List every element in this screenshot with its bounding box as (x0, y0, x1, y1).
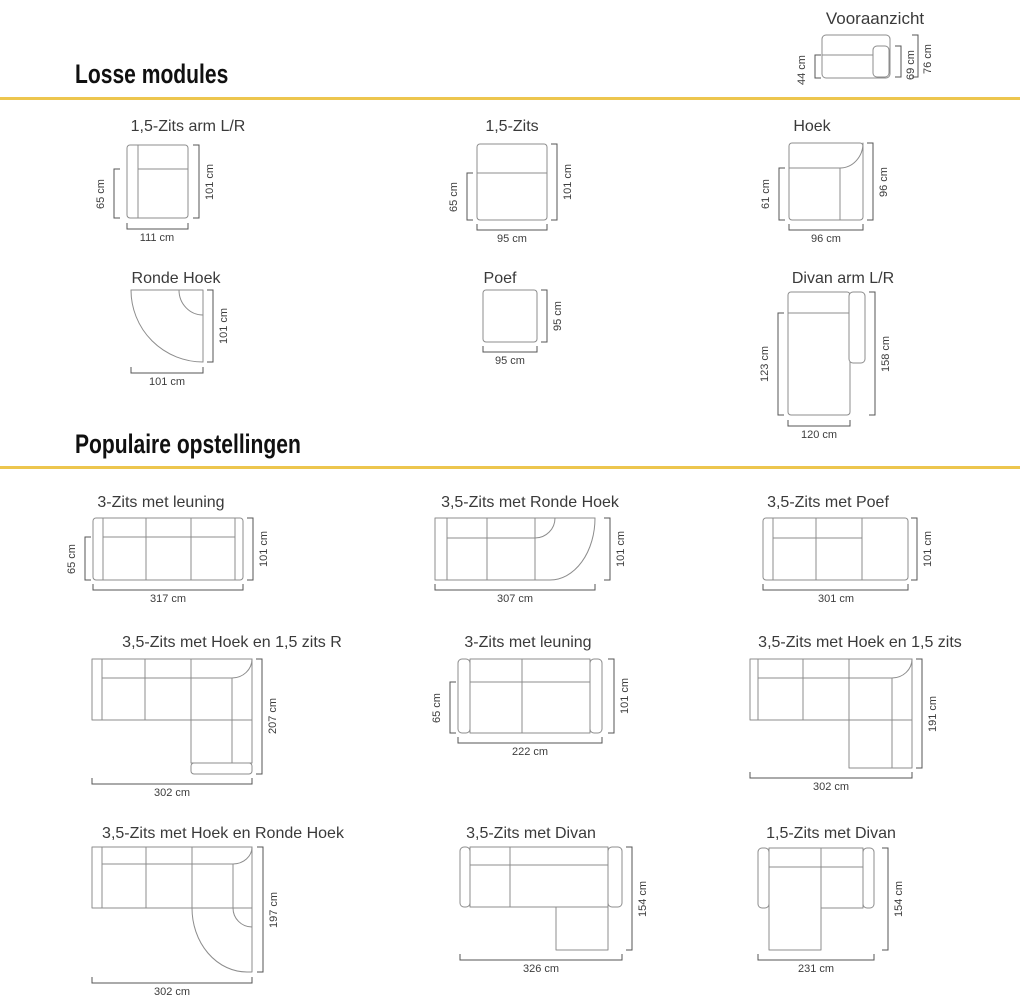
dim-bracket-bottom (788, 420, 850, 426)
dim-label-bottom: 96 cm (811, 233, 841, 245)
dim-label-left: 123 cm (759, 345, 771, 383)
sofa-outline (93, 518, 243, 580)
dim-bracket-bottom (789, 224, 863, 230)
outer-arc (550, 518, 595, 580)
sofa-outline (435, 518, 595, 580)
dim-bracket-left (450, 682, 456, 733)
dim-bracket-left (779, 168, 785, 220)
armrest-right (863, 848, 874, 908)
dim-label-bottom: 302 cm (153, 787, 191, 799)
dim-bracket-left (85, 537, 91, 580)
dim-label-bottom: 326 cm (522, 963, 560, 975)
dim-bracket-bottom (477, 224, 547, 230)
dim-label-right: 191 cm (927, 695, 939, 733)
dim-bracket-right (882, 848, 888, 950)
dim-label-left: 65 cm (66, 544, 78, 574)
dim-label-right: 101 cm (258, 530, 270, 568)
dim-label-bottom: 317 cm (149, 593, 187, 605)
dim-bracket-bottom (92, 778, 252, 784)
backrest-arc (233, 908, 252, 927)
dim-bracket-left (114, 169, 120, 218)
dim-label-back-height: 76 cm (922, 44, 934, 74)
dim-label-bottom: 101 cm (148, 376, 186, 388)
dim-label-right: 154 cm (637, 880, 649, 918)
dim-bracket-left (467, 173, 473, 220)
dim-label-bottom: 95 cm (495, 355, 525, 367)
sofa-outline (483, 290, 537, 342)
armrest (873, 46, 889, 77)
configuration-title: 3,5-Zits met Ronde Hoek (441, 494, 619, 511)
section-title-losse-modules: Losse modules (75, 59, 229, 89)
configuration-title: 3,5-Zits met Divan (466, 825, 596, 842)
outer-arc (131, 290, 203, 362)
module-title: 1,5-Zits arm L/R (130, 118, 246, 135)
dim-label-right: 207 cm (267, 697, 279, 735)
dim-bracket-bottom (460, 954, 622, 960)
section-title-populaire-opstellingen: Populaire opstellingen (75, 429, 301, 459)
sofa-outline (789, 143, 863, 220)
dim-bracket-right (256, 659, 262, 774)
dim-label-arm-height: 69 cm (905, 50, 917, 80)
sofa-outline (470, 847, 608, 950)
dim-label-bottom: 222 cm (511, 746, 549, 758)
configuration-title: 3-Zits met leuning (97, 494, 225, 511)
dim-bracket-bottom (458, 737, 602, 743)
dim-label-left: 61 cm (760, 179, 772, 209)
dim-label-bottom: 302 cm (153, 986, 191, 998)
dim-bracket-right (604, 518, 610, 580)
dim-bracket-left (778, 313, 784, 415)
dim-bracket-arm-height (895, 46, 901, 77)
dim-bracket-right (541, 290, 547, 342)
module-diagram-15zits (440, 138, 590, 250)
dim-label-seat-height: 44 cm (796, 55, 808, 85)
configuration-title: 3,5-Zits met Poef (767, 494, 889, 511)
config-diagram-35zits-divan (430, 840, 660, 1000)
config-diagram-35zits-poef (740, 512, 970, 612)
config-diagram-hoek-ronde-hoek (60, 840, 310, 1000)
sofa-outline (92, 659, 252, 763)
sofa-outline (92, 847, 252, 972)
configuration-title: 3-Zits met leuning (464, 634, 592, 651)
config-diagram-hoek-15zits (740, 650, 970, 800)
configuration-title: 1,5-Zits met Divan (766, 825, 896, 842)
dim-label-bottom: 307 cm (496, 593, 534, 605)
dim-label-right: 154 cm (893, 880, 905, 918)
dim-bracket-bottom (93, 584, 243, 590)
config-diagram-35zits-ronde-hoek (420, 512, 650, 612)
module-diagram-hoek (750, 138, 910, 250)
backrest-arc (535, 518, 555, 538)
armrest-bottom (191, 763, 252, 774)
dim-bracket-seat-height (815, 55, 821, 78)
configuration-title: 3,5-Zits met Hoek en 1,5 zits (758, 634, 962, 651)
dim-label-right: 101 cm (218, 307, 230, 345)
corner-curve (840, 143, 863, 168)
dim-bracket-bottom (750, 772, 912, 778)
sofa-outline (763, 518, 908, 580)
armrest-right (590, 659, 602, 733)
section-divider (0, 466, 1020, 469)
sofa-outline (131, 290, 203, 362)
sofa-outline (127, 145, 188, 218)
module-title: Poef (483, 270, 517, 287)
module-title: Ronde Hoek (131, 270, 221, 287)
dim-label-bottom: 111 cm (139, 232, 175, 244)
dim-label-right: 101 cm (562, 163, 574, 201)
armrest-right (608, 847, 622, 907)
dim-label-bottom: 302 cm (812, 781, 850, 793)
configuration-title: 3,5-Zits met Hoek en Ronde Hoek (102, 825, 344, 842)
armrest-left (460, 847, 470, 907)
armrest-left (758, 848, 769, 908)
dim-label-left: 65 cm (95, 179, 107, 209)
dim-label-right: 197 cm (268, 891, 280, 929)
sofa-outline (750, 659, 912, 768)
sofa-outline (769, 848, 863, 950)
dim-bracket-right (626, 847, 632, 950)
dim-bracket-right (247, 518, 253, 580)
front-view-diagram (785, 30, 960, 100)
dim-bracket-right (911, 518, 917, 580)
dim-bracket-bottom (483, 346, 537, 352)
dim-label-right: 101 cm (619, 677, 631, 715)
module-diagram-15zits-arm (85, 138, 235, 250)
dim-bracket-bottom (127, 223, 188, 229)
module-diagram-divan-arm (750, 285, 925, 445)
dim-bracket-right (869, 292, 875, 415)
corner-curve (233, 847, 252, 864)
dim-bracket-bottom (131, 367, 203, 373)
dim-label-right: 101 cm (922, 530, 934, 568)
dim-label-right: 101 cm (615, 530, 627, 568)
dim-label-bottom: 301 cm (817, 593, 855, 605)
front-view-title: Vooraanzicht (825, 9, 925, 28)
dim-label-bottom: 231 cm (797, 963, 835, 975)
dim-label-bottom: 120 cm (800, 429, 838, 441)
dim-bracket-bottom (435, 584, 595, 590)
module-title: Hoek (793, 118, 831, 135)
config-diagram-hoek-15zits-r (60, 650, 310, 800)
dim-bracket-bottom (92, 977, 252, 983)
dim-bracket-right (257, 847, 263, 972)
dim-label-right: 96 cm (878, 167, 890, 197)
corner-curve (892, 659, 912, 678)
config-diagram-15zits-divan (730, 840, 960, 1000)
sofa-outline (788, 292, 850, 415)
module-title: 1,5-Zits (485, 118, 539, 135)
dim-bracket-right (193, 145, 199, 218)
dim-label-left: 65 cm (431, 693, 443, 723)
dim-bracket-bottom (763, 584, 908, 590)
dim-label-bottom: 95 cm (497, 233, 527, 245)
module-diagram-ronde-hoek (85, 285, 255, 397)
dim-label-right: 95 cm (552, 301, 564, 331)
dim-bracket-right (916, 659, 922, 768)
dim-bracket-right (608, 659, 614, 733)
dim-label-right: 158 cm (880, 335, 892, 373)
config-diagram-3zits-222 (430, 650, 650, 765)
dim-bracket-right (867, 143, 873, 220)
dim-bracket-bottom (758, 954, 874, 960)
armrest-left (458, 659, 470, 733)
dim-label-left: 65 cm (448, 182, 460, 212)
armrest (849, 292, 865, 363)
backrest-arc (179, 290, 203, 315)
dim-label-right: 101 cm (204, 163, 216, 201)
sofa-outline (470, 659, 590, 733)
sofa-outline (477, 144, 547, 220)
module-diagram-poef (440, 285, 590, 380)
module-title: Divan arm L/R (791, 270, 895, 287)
dim-bracket-right (551, 144, 557, 220)
config-diagram-3zits-317 (60, 512, 290, 612)
section-divider (0, 97, 1020, 100)
dim-bracket-right (207, 290, 213, 362)
configuration-title: 3,5-Zits met Hoek en 1,5 zits R (122, 634, 342, 651)
corner-curve (232, 659, 252, 678)
